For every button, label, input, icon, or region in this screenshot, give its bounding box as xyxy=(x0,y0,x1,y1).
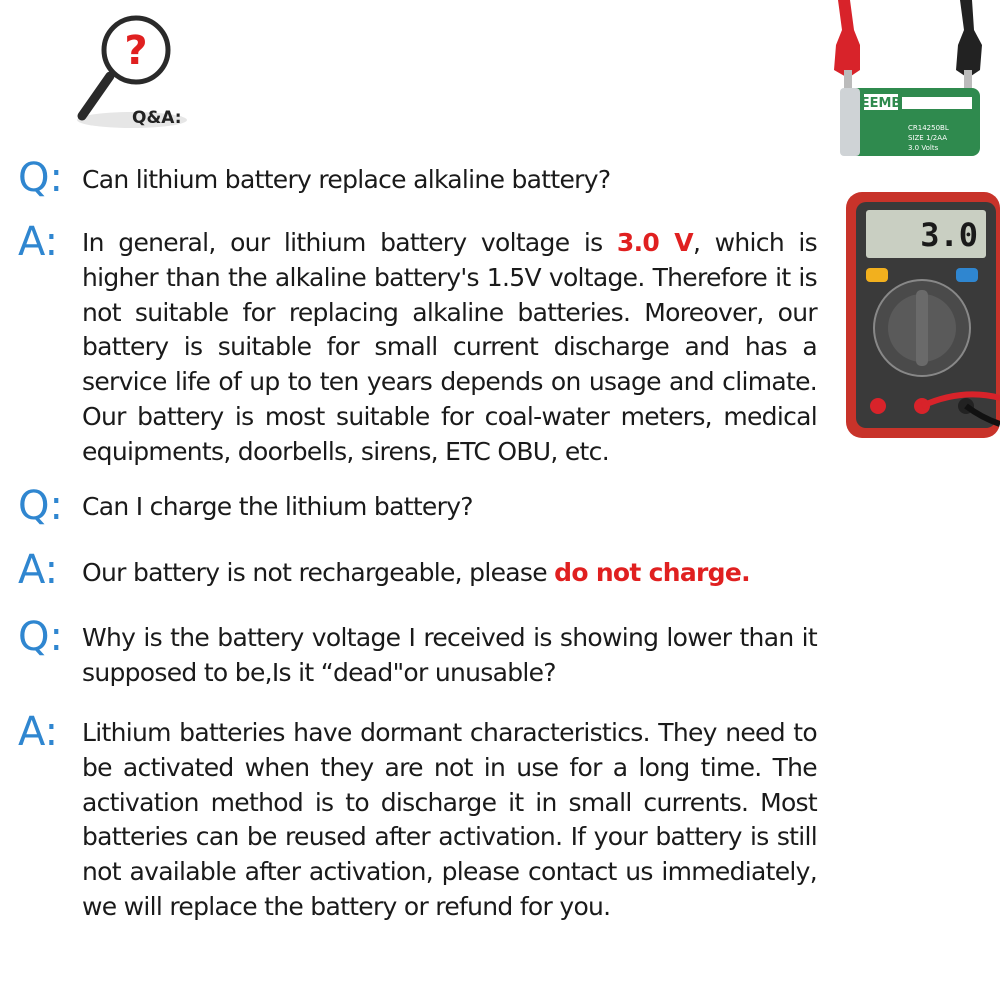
voltage-highlight: 3.0 V xyxy=(616,228,693,257)
answer-text-part: In general, our lithium battery voltage is xyxy=(82,228,617,257)
battery-probes-illustration xyxy=(820,0,1000,165)
battery-size-text: SIZE 1/2AA xyxy=(908,134,947,142)
question-text: Can I charge the lithium battery? xyxy=(82,492,473,521)
answer-marker: A: xyxy=(18,709,59,755)
battery-model-text: CR14250BL xyxy=(908,124,949,132)
meter-display-text: 3.0 xyxy=(920,216,978,254)
question-marker: Q: xyxy=(18,483,63,529)
battery-brand-text: EEMB xyxy=(860,96,902,111)
battery-voltage-text: 3.0 Volts xyxy=(908,144,939,152)
answer-marker: A: xyxy=(18,219,59,265)
answer-text: Lithium batteries have dormant characteristics. They need to be activated when they are not in use for a long time. The activation method is to discharge it in small currents. Most batteries can be reused after activation. If your battery is still not available after activation, please contact us immediately, we will replace the battery or refund for you. xyxy=(82,718,817,921)
answer-text-part: Our battery is not rechargeable, please xyxy=(82,558,555,587)
question-text: Why is the battery voltage I received is showing lower than it supposed to be,Is it “dead"or unusable? xyxy=(82,623,817,687)
question-text: Can lithium battery replace alkaline battery? xyxy=(82,165,611,194)
qa-header-label: Q&A: xyxy=(132,108,182,128)
question-marker: Q: xyxy=(18,614,63,660)
multimeter-illustration xyxy=(842,188,1000,443)
question-marker: Q: xyxy=(18,155,63,201)
do-not-charge-highlight: do not charge. xyxy=(554,558,750,587)
svg-text:?: ? xyxy=(124,28,148,74)
answer-marker: A: xyxy=(18,547,59,593)
answer-text-part: , which is higher than the alkaline battery's 1.5V voltage. Therefore it is not suitable for replacing alkaline batteries. Moreover, our battery is suitable for small current discharge and has a service life of up to ten years depends on usage and climate. Our battery is most suitable for coal-water meters, medical equipments, doorbells, sirens, ETC OBU, etc. xyxy=(82,228,817,466)
answer-text xyxy=(82,226,817,470)
answer-text xyxy=(82,556,817,591)
